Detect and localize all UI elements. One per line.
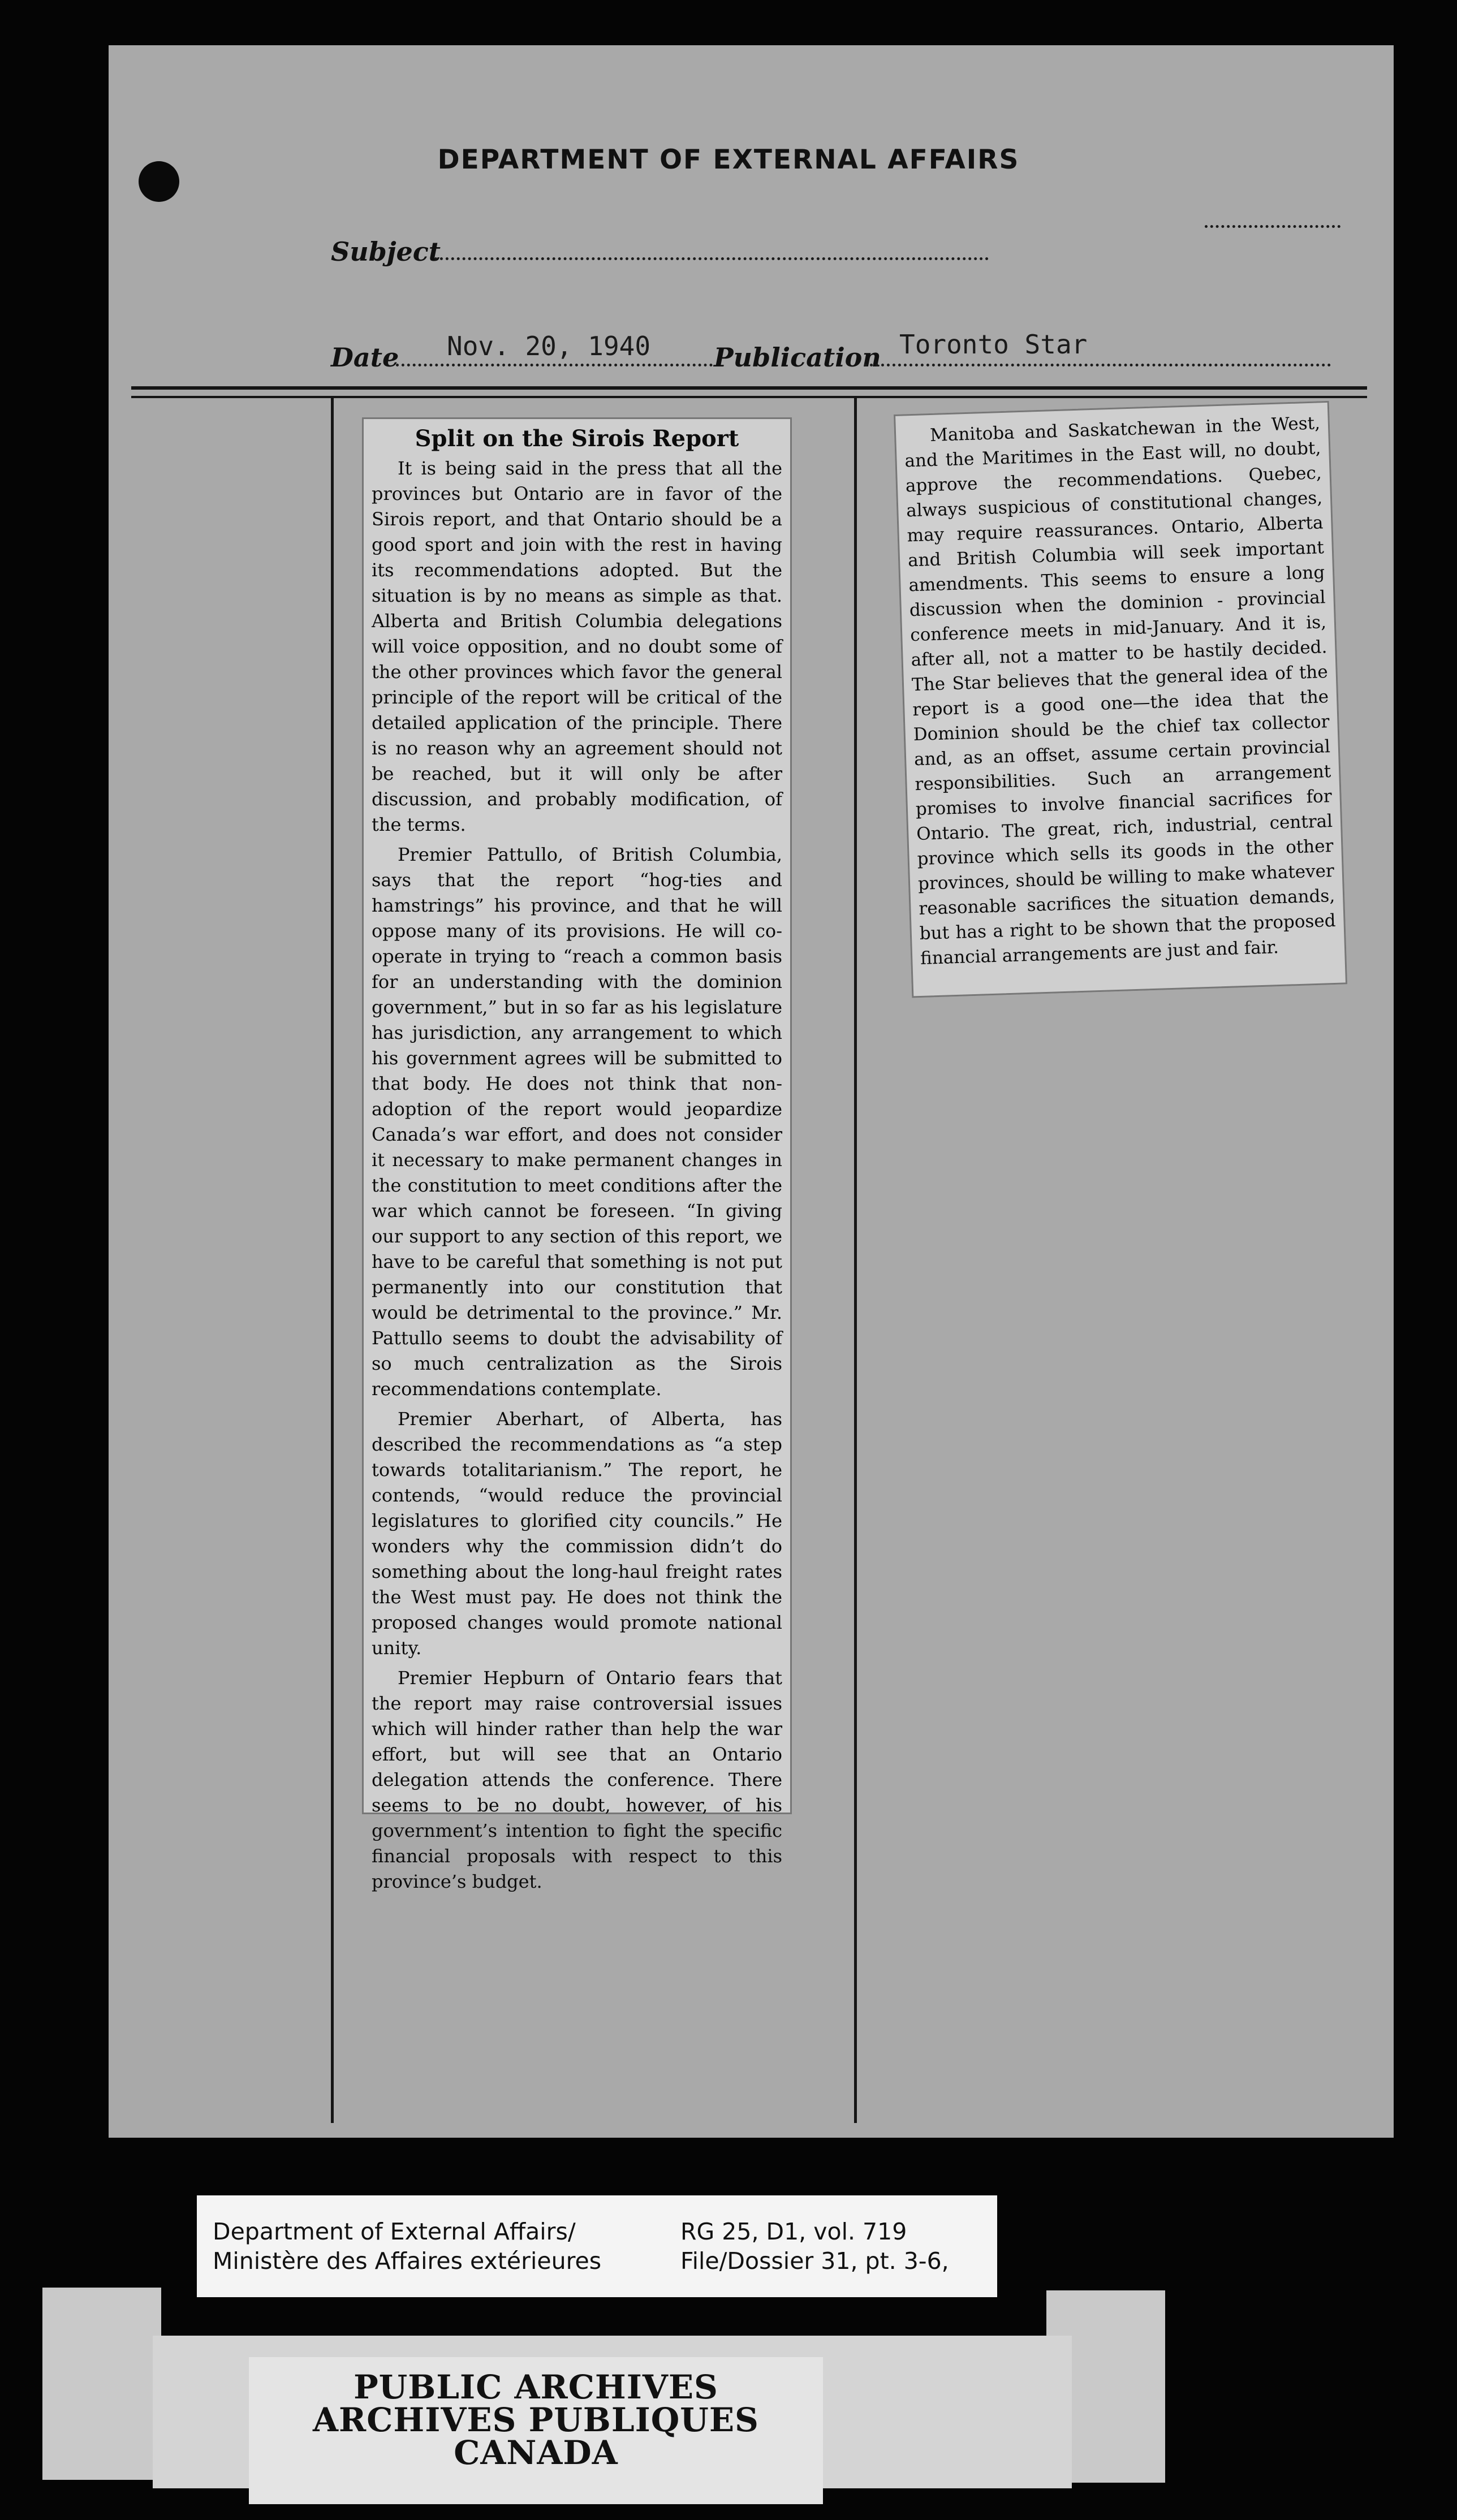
record-group-reference: RG 25, D1, vol. 719	[680, 2218, 907, 2245]
subject-dotted-line	[434, 257, 989, 260]
corner-dotted-line	[1205, 225, 1340, 228]
header-rule-top	[131, 386, 1367, 390]
stamp-line-canada: CANADA	[454, 2433, 618, 2472]
date-label: Date	[331, 342, 399, 373]
newspaper-clipping-right	[894, 401, 1347, 998]
article-paragraph: Premier Aberhart, of Alberta, has described the recommendations as “a step towards totalitarianism.” The report, he contends, “would reduce the provincial legislatures to glorified city councils.” He wonders why the commission didn’t do something about the long-haul freight rates the West must pay. He does not think the proposed changes would promote national unity.	[372, 1408, 782, 1659]
department-english: Department of External Affairs/	[213, 2218, 576, 2245]
date-value: Nov. 20, 1940	[447, 331, 651, 361]
article-paragraph: Premier Hepburn of Ontario fears that the report may raise controversial issues which will hinder rather than help the war effort, but will see that an Ontario delegation attends the conference. There seems to be no doubt, however, of his government’s intention to fight the specific financial proposals with respect to this province’s budget.	[372, 1667, 782, 1892]
publication-dotted-line	[864, 364, 1331, 366]
newspaper-clipping-left	[362, 417, 792, 1892]
card-tab-left	[42, 2288, 161, 2480]
subject-label: Subject	[331, 236, 441, 267]
article-paragraph: Manitoba and Saskatchewan in the West, and the Maritimes in the East will, no doubt, approve the recommendations. Quebec, always suspicious of constitutional changes, may require reassurances. Ontario, Alberta and British Columbia will seek important amendments. This seems to ensure a long discussion when the dominion - provincial conference meets in mid-January. And it is, after all, not a matter to be hastily decided. The Star believes that the general idea of the report is a good one—the idea that the Dominion should be the chief tax collector and, as an offset, assume certain provincial responsibilities. Such an arrangement promises to involve financial sacrifices for Ontario. The great, rich, industrial, central province which sells its goods in the other provinces, should be willing to make whatever reasonable sacrifices the situation demands, but has a right to be shown that the proposed financial arrangements are just and fair.	[904, 413, 1337, 969]
stamp-line-public-archives: PUBLIC ARCHIVES	[354, 2368, 718, 2406]
publication-label: Publication	[714, 342, 881, 373]
publication-value: Toronto Star	[899, 329, 1088, 360]
date-dotted-line	[396, 364, 713, 366]
file-reference: File/Dossier 31, pt. 3-6,	[680, 2247, 949, 2275]
column-divider-right	[854, 398, 857, 2123]
department-title: DEPARTMENT OF EXTERNAL AFFAIRS	[437, 144, 1020, 175]
article-paragraph: Premier Pattullo, of British Columbia, says that the report “hog-ties and hamstrings” his province, and that he will oppose many of its provisions. He will co-operate in trying to “reach a common basis for an understanding with the dominion government,” but in so far as his legislature has jurisdiction, any arrangement to which his government agrees will be submitted to that body. He does not think that non-adoption of the report would jeopardize Canada’s war effort, and does not consider it necessary to make permanent changes in the constitution to meet conditions after the war which cannot be foreseen. “In giving our support to any section of this report, we have to be careful that something is not put permanently into our constitution that would be detrimental to the province.” Mr. Pattullo seems to doubt the advisability of so much centralization as the Sirois recommendations contemplate.	[372, 844, 782, 1400]
stamp-line-archives-publiques: ARCHIVES PUBLIQUES	[313, 2401, 759, 2439]
archive-reference-label	[197, 2195, 997, 2297]
column-divider-left	[331, 398, 334, 2123]
department-french: Ministère des Affaires extérieures	[213, 2247, 602, 2275]
article-paragraph: It is being said in the press that all the provinces but Ontario are in favor of the Sirois report, and that Ontario should be a good sport and join with the rest in having its recommendations adopted. But the situation is by no means as simple as that. Alberta and British Columbia delegations will voice opposition, and no doubt some of the other provinces which favor the general principle of the report will be critical of the detailed application of the principle. There is no reason why an agreement should not be reached, but it will only be after discussion, and probably modification, of the terms.	[372, 458, 782, 835]
header-rule-bottom	[131, 396, 1367, 398]
article-title: Split on the Sirois Report	[415, 425, 739, 452]
